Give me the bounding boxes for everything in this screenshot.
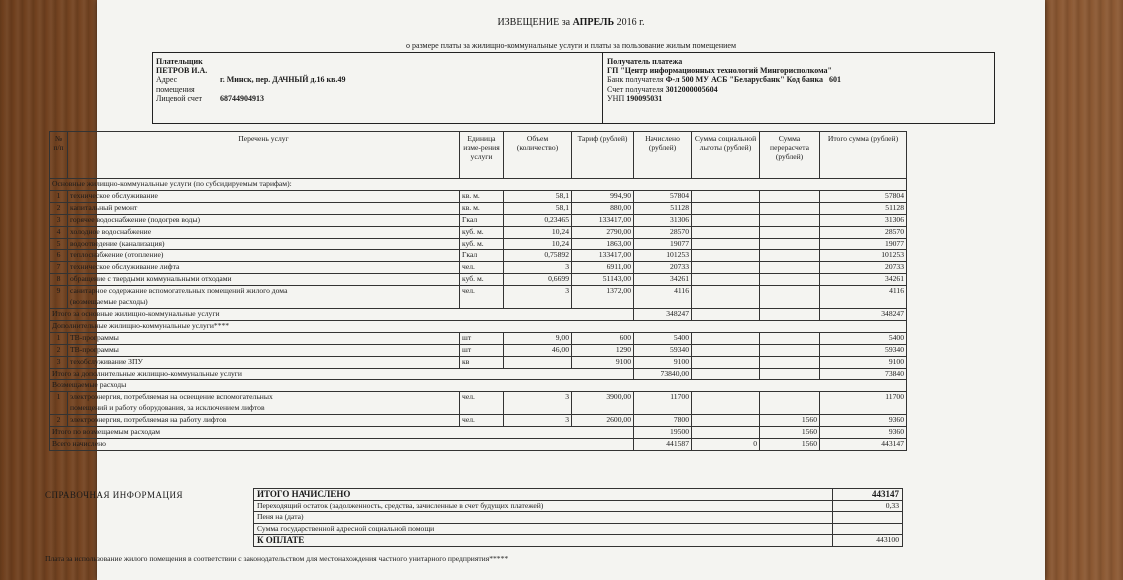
summary-aid-row: Сумма государственной адресной социальной помощи (254, 523, 903, 535)
summary-prev-row: Переходящий остаток (задолженность, средства, зачисленные в счет будущих платежей) 0,33 (254, 500, 903, 512)
summary-table (253, 488, 903, 547)
table-row: 9 санитарное содержание вспомогательных помещений жилого дома (возмещаемые расходы) чел. 3 1372,00 4116 4116 (50, 286, 907, 309)
bank-code: 601 (828, 75, 841, 85)
services-table (49, 131, 907, 451)
document-subtitle: о размере платы за жилищно-коммунальные услуги и платы за пользование жилым помещением (405, 41, 737, 50)
account-value: 68744904913 (220, 93, 264, 103)
section-additional: Дополнительные жилищно-коммунальные услуги**** (50, 320, 907, 332)
col-unit: Единица изме-рения услуги (460, 132, 504, 179)
payer-heading: Плательщик (156, 57, 203, 66)
table-row: 1 ТВ-программы шт 9,00 600 5400 5400 (50, 332, 907, 344)
summary-pay-row: К ОПЛАТЕ 443100 (254, 535, 903, 547)
table-row: 4 холодное водоснабжение куб. м. 10,24 2790,00 28570 28570 (50, 226, 907, 238)
basic-total-row: Итого за основные жилищно-коммунальные услуги 348247 348247 (50, 308, 907, 320)
unp-value: 190095031 (626, 93, 663, 103)
table-header-row (50, 132, 907, 179)
bank-value: Ф-л 500 МУ АСБ "Беларусбанк" Код банка (665, 75, 823, 85)
payee-account-value: 3012000005604 (665, 84, 718, 94)
bank-label: Банк получателя (607, 75, 664, 85)
col-qty: Объем (количество) (504, 132, 572, 179)
summary-total-row: ИТОГО НАЧИСЛЕНО 443147 (254, 489, 903, 501)
footer-note: Плата за использование жилого помещения в соответствии с законодательством для местонахождения частного унитарного предприятия***** (45, 554, 509, 563)
grand-total-row: Всего начислено 441587 0 1560 443147 (50, 438, 907, 450)
address-label: Адрес (156, 75, 178, 85)
col-tariff: Тариф (рублей) (572, 132, 634, 179)
table-body (50, 179, 907, 451)
table-row: 1 техническое обслуживание кв. м. 58,1 994,90 57804 57804 (50, 190, 907, 202)
table-row: 8 обращение с твердыми коммунальными отходами куб. м. 0,6699 51143,00 34261 34261 (50, 274, 907, 286)
table-row: 3 техобслуживание ЗПУ кв 9100 9100 9100 (50, 356, 907, 368)
section-reimbursed: Возмещаемые расходы (50, 380, 907, 392)
account-label: Лицевой счет (156, 93, 203, 103)
additional-total-row: Итого за дополнительные жилищно-коммунальные услуги 73840,00 73840 (50, 368, 907, 380)
document-title: ИЗВЕЩЕНИЕ за АПРЕЛЬ 2016 г. (497, 17, 645, 28)
col-recalc: Сумма перерасчета (рублей) (760, 132, 820, 179)
table-row: 5 водоотведение (канализация) куб. м. 10,24 1863,00 19077 19077 (50, 238, 907, 250)
table-row: 1 электроэнергия, потребляемая на освещение вспомогательных помещений и работу оборудования, за исключением лифтов чел. 3 3900,00 11700 11700 (50, 392, 907, 415)
col-total: Итого сумма (рублей) (820, 132, 907, 179)
payee-block (607, 57, 992, 103)
summary-block (45, 488, 903, 578)
table-row: 2 электроэнергия, потребляемая на работу лифтов чел. 3 2600,00 7800 1560 9360 (50, 415, 907, 427)
info-label: СПРАВОЧНАЯ ИНФОРМАЦИЯ (45, 490, 183, 500)
table-row: 2 ТВ-программы шт 46,00 1290 59340 59340 (50, 344, 907, 356)
col-number: № п/п (50, 132, 68, 179)
section-basic: Основные жилищно-коммунальные услуги (по субсидируемым тарифам): (50, 179, 907, 191)
summary-penalty-row: Пеня на (дата) (254, 512, 903, 524)
payer-name: ПЕТРОВ И.А. (156, 66, 208, 76)
unp-label: УНП (607, 93, 625, 103)
col-service: Перечень услуг (68, 132, 460, 179)
table-row: 7 техническое обслуживание лифта чел. 3 6911,00 20733 20733 (50, 262, 907, 274)
payer-block (156, 57, 596, 103)
address-value: г. Минск, пер. ДАЧНЫЙ д.16 кв.49 (220, 75, 346, 85)
table-row: 2 капитальный ремонт кв. м. 58,1 880,00 51128 51128 (50, 202, 907, 214)
header-divider (602, 53, 603, 123)
col-charged: Начислено (рублей) (634, 132, 692, 179)
table-row: 3 горячее водоснабжение (подогрев воды) Гкал 0,23465 133417,00 31306 31306 (50, 214, 907, 226)
payee-heading: Получатель платежа (607, 57, 683, 66)
payee-account-label: Счет получателя (607, 84, 664, 94)
payee-name: ГП "Центр информационных технологий Мингорисполкома" (607, 66, 832, 76)
table-row: 6 теплоснабжение (отопление) Гкал 0,75892 133417,00 101253 101253 (50, 250, 907, 262)
col-benefit: Сумма социальной льготы (рублей) (692, 132, 760, 179)
reimbursed-total-row: Итого по возмещаемым расходам 19500 1560 9360 (50, 427, 907, 439)
premises-label: помещения (156, 84, 195, 94)
header-block (152, 52, 995, 124)
